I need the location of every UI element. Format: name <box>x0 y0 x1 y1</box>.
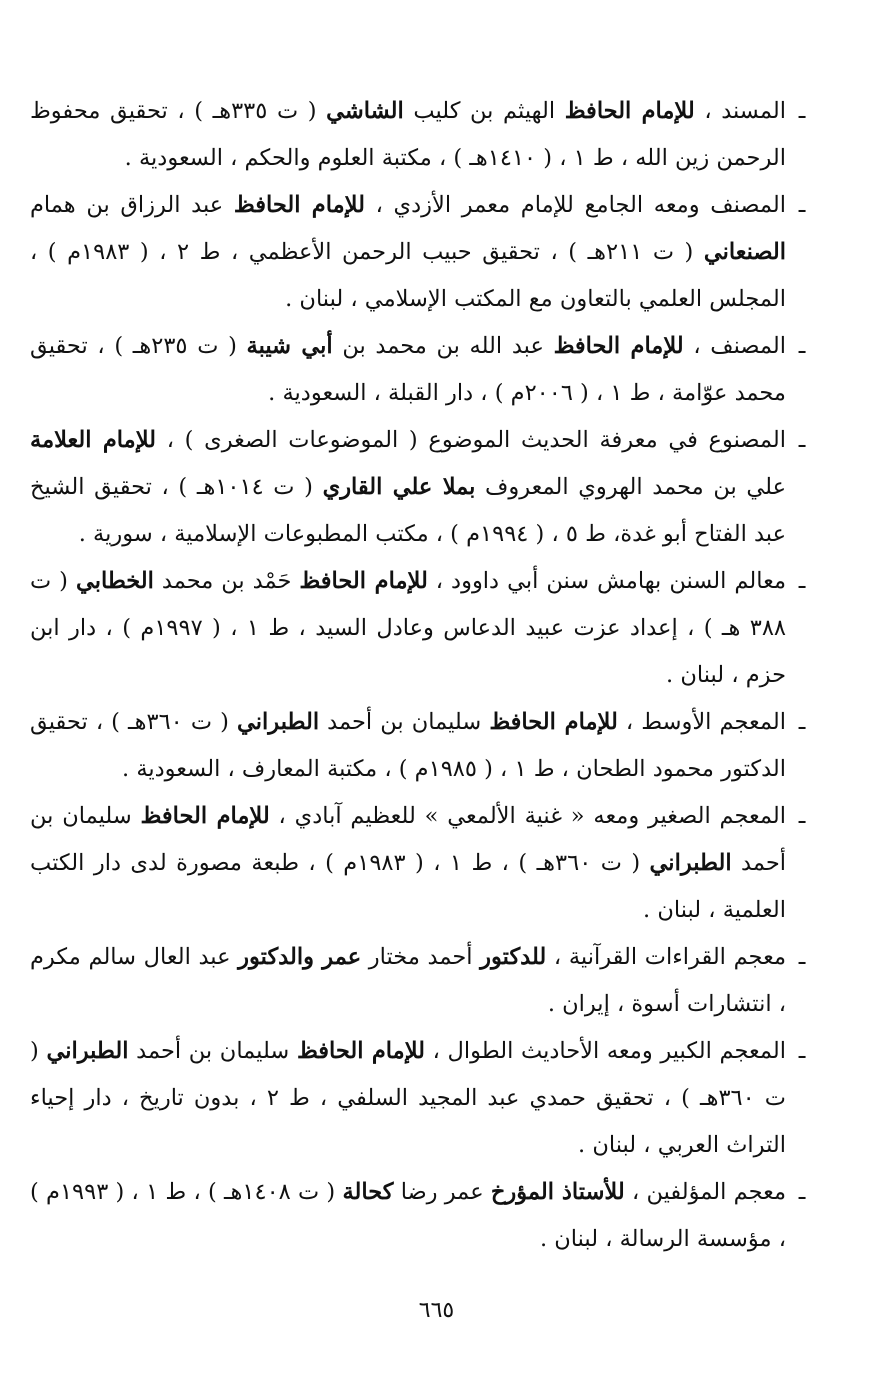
bibliography-entry: ـ المسند ، للإمام الحافظ الهيثم بن كليب الشاشي ( ت ٣٣٥هـ ) ، تحقيق محفوظ الرحمن زين الله ، ط ١ ، ( ١٤١٠هـ ) ، مكتبة العلوم والحكم ، السعودية . <box>30 88 813 182</box>
entry-dash: ـ <box>798 709 806 735</box>
bibliography-entry: ـ معجم القراءات القرآنية ، للدكتور أحمد مختار عمر والدكتور عبد العال سالم مكرم ، انتشارات أسوة ، إيران . <box>30 934 813 1028</box>
bibliography-entry: ـ معالم السنن بهامش سنن أبي داوود ، للإمام الحافظ حَمْد بن محمد الخطابي ( ت ٣٨٨ هـ ) ، إعداد عزت عبيد الدعاس وعادل السيد ، ط ١ ، ( ١٩٩٧م ) ، دار ابن حزم ، لبنان . <box>30 558 813 699</box>
entry-dash: ـ <box>798 333 806 359</box>
bibliography-entry: ـ المعجم الكبير ومعه الأحاديث الطوال ، للإمام الحافظ سليمان بن أحمد الطبراني ( ت ٣٦٠هـ ) ، تحقيق حمدي عبد المجيد السلفي ، ط ٢ ، بدون تاريخ ، دار إحياء التراث العربي ، لبنان . <box>30 1028 813 1169</box>
bibliography-entry: ـ المعجم الصغير ومعه « غنية الألمعي » للعظيم آبادي ، للإمام الحافظ سليمان بن أحمد الطبراني ( ت ٣٦٠هـ ) ، ط ١ ، ( ١٩٨٣م ) ، طبعة مصورة لدى دار الكتب العلمية ، لبنان . <box>30 793 813 934</box>
bibliography-entry: ـ المصنف ومعه الجامع للإمام معمر الأزدي ، للإمام الحافظ عبد الرزاق بن همام الصنعاني ( ت ٢١١هـ ) ، تحقيق حبيب الرحمن الأعظمي ، ط ٢ ، ( ١٩٨٣م ) ، المجلس العلمي بالتعاون مع المكتب الإسلامي ، لبنان . <box>30 182 813 323</box>
bibliography-entry: ـ معجم المؤلفين ، للأستاذ المؤرخ عمر رضا كحالة ( ت ١٤٠٨هـ ) ، ط ١ ، ( ١٩٩٣م ) ، مؤسسة الرسالة ، لبنان . <box>30 1169 813 1263</box>
bibliography-list <box>30 88 813 1263</box>
entry-dash: ـ <box>798 944 806 970</box>
entry-dash: ـ <box>798 1038 806 1064</box>
entry-dash: ـ <box>798 427 806 453</box>
bibliography-entry: ـ المعجم الأوسط ، للإمام الحافظ سليمان بن أحمد الطبراني ( ت ٣٦٠هـ ) ، تحقيق الدكتور محمود الطحان ، ط ١ ، ( ١٩٨٥م ) ، مكتبة المعارف ، السعودية . <box>30 699 813 793</box>
entry-dash: ـ <box>798 1179 806 1205</box>
entry-dash: ـ <box>798 568 806 594</box>
page-number: ٦٦٥ <box>418 1298 455 1323</box>
bibliography-entry: ـ المصنف ، للإمام الحافظ عبد الله بن محمد بن أبي شيبة ( ت ٢٣٥هـ ) ، تحقيق محمد عوّامة ، ط ١ ، ( ٢٠٠٦م ) ، دار القبلة ، السعودية . <box>30 323 813 417</box>
entry-dash: ـ <box>798 192 806 218</box>
entry-dash: ـ <box>798 98 806 124</box>
bibliography-entry: ـ المصنوع في معرفة الحديث الموضوع ( الموضوعات الصغرى ) ، للإمام العلامة علي بن محمد الهروي المعروف بملا علي القاري ( ت ١٠١٤هـ ) ، تحقيق الشيخ عبد الفتاح أبو غدة، ط ٥ ، ( ١٩٩٤م ) ، مكتب المطبوعات الإسلامية ، سورية . <box>30 417 813 558</box>
entry-dash: ـ <box>798 803 806 829</box>
